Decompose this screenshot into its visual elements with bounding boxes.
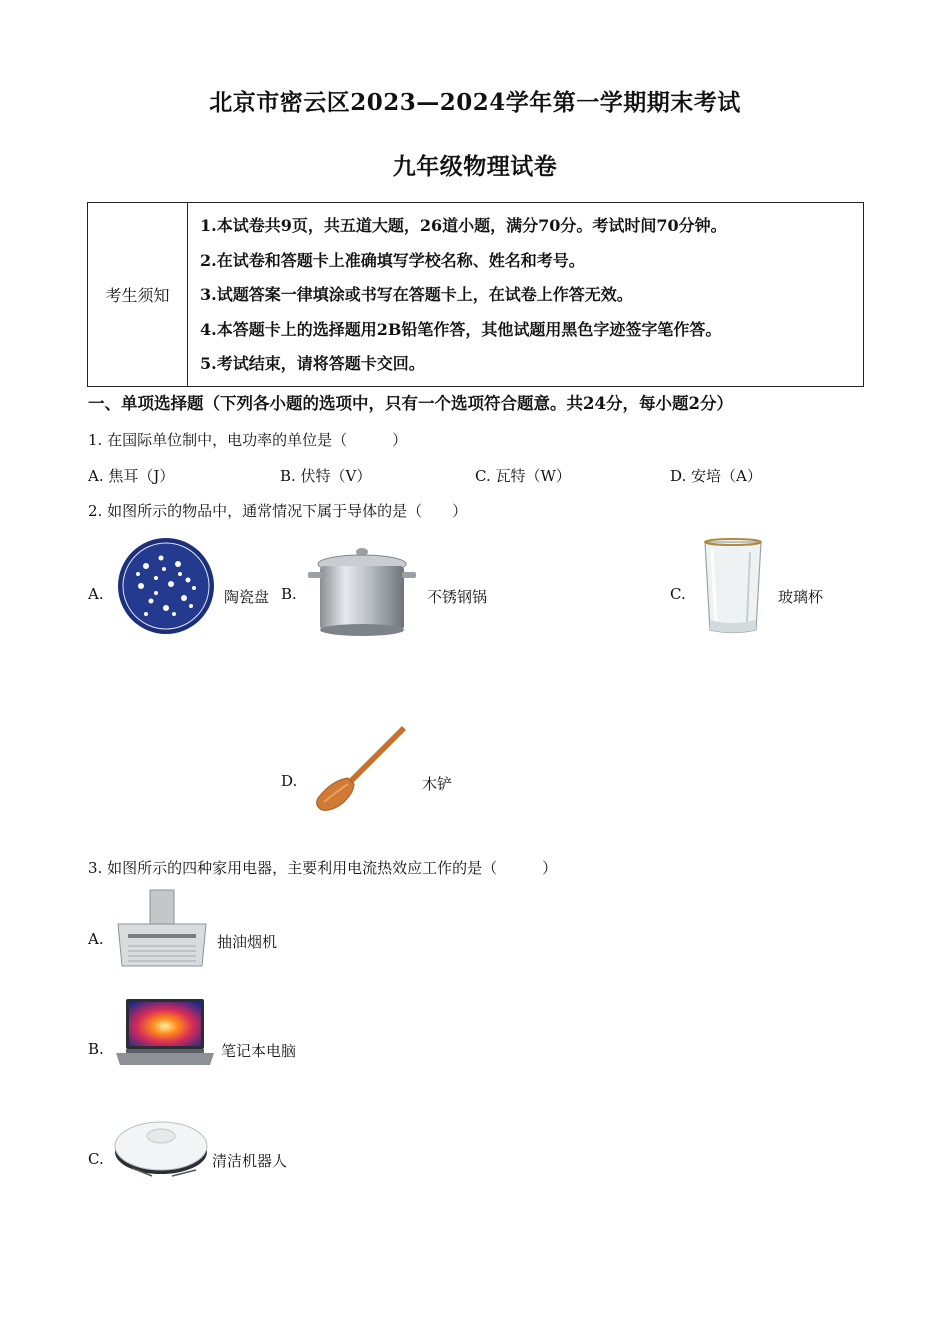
q1-option-d: D. 安培（A）	[670, 467, 762, 485]
wooden-spatula-image	[310, 722, 410, 814]
q1-option-c: C. 瓦特（W）	[475, 467, 571, 485]
notice-list	[200, 209, 857, 382]
q2-option-b-caption: 不锈钢锅	[427, 588, 488, 606]
q3-option-c-letter: C.	[88, 1150, 104, 1168]
q2-option-d-caption: 木铲	[422, 775, 453, 793]
question-1-stem: 1. 在国际单位制中，电功率的单位是（ ）	[88, 431, 408, 449]
q1-option-b: B. 伏特（V）	[280, 467, 372, 485]
q2-option-b-letter: B.	[281, 585, 297, 603]
exam-title: 北京市密云区2023—2024学年第一学期期末考试	[209, 89, 741, 116]
notice-label: 考生须知	[88, 203, 188, 386]
ceramic-plate-image	[116, 536, 216, 636]
laptop-image	[114, 997, 216, 1069]
question-3-stem: 3. 如图所示的四种家用电器，主要利用电流热效应工作的是（ ）	[88, 859, 558, 877]
notice-item: 5.考试结束，请将答题卡交回。	[200, 354, 425, 373]
glass-cup-image	[702, 538, 764, 636]
notice-item: 3.试题答案一律填涂或书写在答题卡上，在试卷上作答无效。	[200, 285, 633, 304]
notice-item: 1.本试卷共9页，共五道大题，26道小题，满分70分。考试时间70分钟。	[200, 216, 727, 235]
cleaning-robot-image	[112, 1110, 210, 1184]
question-2-stem: 2. 如图所示的物品中，通常情况下属于导体的是（ ）	[88, 502, 468, 520]
range-hood-image	[114, 888, 210, 970]
q3-option-c-caption: 清洁机器人	[212, 1152, 288, 1170]
notice-table	[87, 202, 864, 387]
q2-option-d-letter: D.	[281, 772, 298, 790]
q3-option-b-caption: 笔记本电脑	[221, 1042, 297, 1060]
q3-option-a-caption: 抽油烟机	[217, 933, 278, 951]
section-heading: 一、单项选择题（下列各小题的选项中，只有一个选项符合题意。共24分，每小题2分）	[88, 394, 733, 413]
q3-option-a-letter: A.	[88, 930, 104, 948]
q1-option-a: A. 焦耳（J）	[88, 467, 175, 485]
steel-pot-image	[306, 540, 418, 638]
notice-item: 4.本答题卡上的选择题用2B铅笔作答，其他试题用黑色字迹签字笔作答。	[200, 319, 722, 339]
q2-option-a-letter: A.	[88, 585, 104, 603]
q2-option-c-caption: 玻璃杯	[778, 588, 824, 606]
q2-option-a-caption: 陶瓷盘	[224, 588, 270, 606]
exam-subtitle: 九年级物理试卷	[392, 153, 558, 180]
q2-option-c-letter: C.	[670, 585, 686, 603]
notice-item: 2.在试卷和答题卡上准确填写学校名称、姓名和考号。	[200, 250, 585, 270]
q3-option-b-letter: B.	[88, 1040, 104, 1058]
